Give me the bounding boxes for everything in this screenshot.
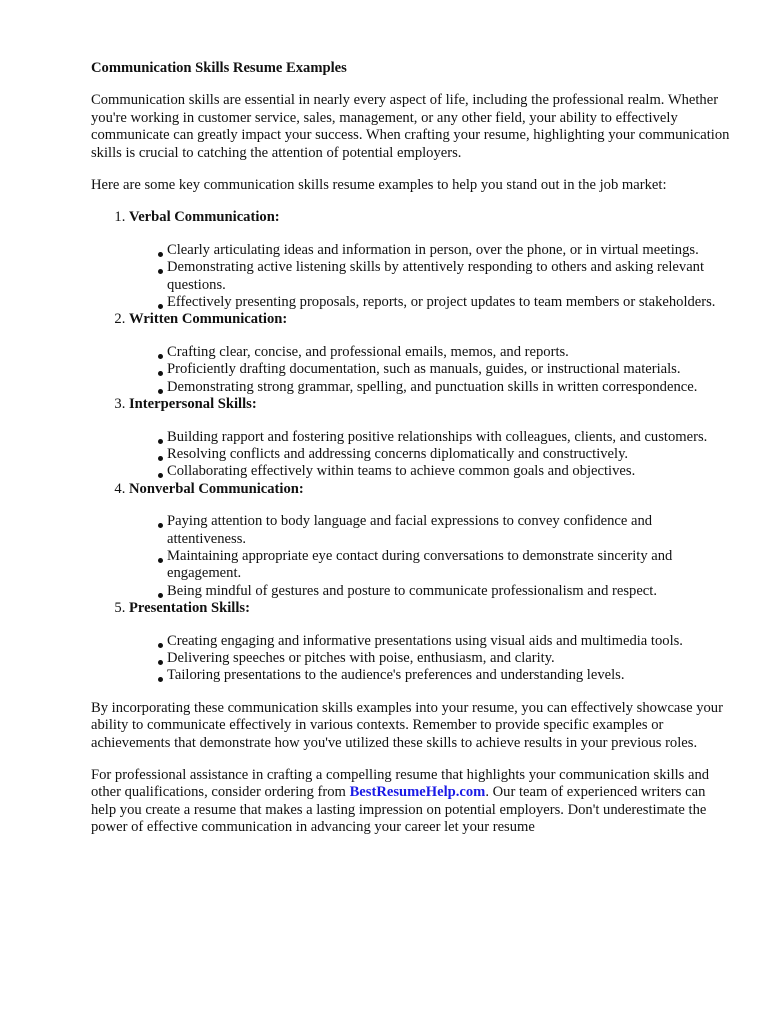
list-item: Delivering speeches or pitches with poise, enthusiasm, and clarity.	[167, 650, 731, 667]
cta-text-before: For professional assistance in crafting a compelling resume that highlights your communication skills and other qualifications, consider ordering from	[91, 767, 710, 801]
section-heading: 3. Interpersonal Skills:	[129, 396, 257, 413]
list-item: Building rapport and fostering positive relationships with colleagues, clients, and customers.	[167, 429, 731, 446]
bullet-list	[129, 429, 731, 481]
list-item: Effectively presenting proposals, reports, or project updates to team members or stakeholders.	[167, 294, 731, 311]
best-resume-help-link[interactable]: BestResumeHelp.com	[349, 784, 486, 801]
list-item: Demonstrating strong grammar, spelling, and punctuation skills in written correspondence.	[167, 379, 731, 396]
page-title: Communication Skills Resume Examples	[91, 60, 347, 76]
bullet-list	[129, 344, 731, 396]
list-item: Creating engaging and informative presentations using visual aids and multimedia tools.	[167, 633, 731, 650]
list-item: Resolving conflicts and addressing concerns diplomatically and constructively.	[167, 446, 731, 463]
cta-paragraph	[91, 767, 731, 837]
list-item: Demonstrating active listening skills by attentively responding to others and asking relevant questions.	[167, 259, 731, 294]
list-item: Collaborating effectively within teams to achieve common goals and objectives.	[167, 463, 731, 480]
cta-text-after: . Our team of experienced writers can help you create a resume that makes a lasting impression on potential employers. Don't underestimate the power of effective communication in advancing your career let your resume	[91, 784, 707, 836]
skill-section-verbal	[129, 209, 731, 311]
document-page	[91, 60, 731, 852]
bullet-list	[129, 513, 731, 600]
skill-section-interpersonal	[129, 396, 731, 481]
lead-in-paragraph: Here are some key communication skills resume examples to help you stand out in the job market:	[91, 177, 667, 194]
list-item: Being mindful of gestures and posture to communicate professionalism and respect.	[167, 583, 731, 600]
intro-paragraph: Communication skills are essential in nearly every aspect of life, including the professional realm. Whether you're working in customer service, sales, management, or any other field, your ability to effectively communicate can greatly impact your success. When crafting your resume, highlighting your communication skills is crucial to catching the attention of potential employers.	[91, 92, 730, 161]
list-item: Proficiently drafting documentation, such as manuals, guides, or instructional materials.	[167, 361, 731, 378]
list-item: Maintaining appropriate eye contact during conversations to demonstrate sincerity and engagement.	[167, 548, 731, 583]
skill-section-presentation	[129, 600, 731, 685]
section-heading: 5. Presentation Skills:	[129, 600, 250, 617]
section-heading: 1. Verbal Communication:	[129, 209, 280, 226]
closing-paragraph: By incorporating these communication skills examples into your resume, you can effectively showcase your ability to communicate effectively in various contexts. Remember to provide specific examples or achievements that demonstrate how you've utilized these skills to achieve results in your previous roles.	[91, 699, 723, 751]
list-item: Crafting clear, concise, and professional emails, memos, and reports.	[167, 344, 731, 361]
skill-section-written	[129, 311, 731, 396]
list-item: Tailoring presentations to the audience's preferences and understanding levels.	[167, 667, 731, 684]
bullet-list	[129, 633, 731, 685]
bullet-list	[129, 242, 731, 312]
section-heading: 4. Nonverbal Communication:	[129, 480, 304, 497]
section-heading: 2. Written Communication:	[129, 311, 288, 328]
list-item: Clearly articulating ideas and information in person, over the phone, or in virtual meetings.	[167, 242, 731, 259]
skills-list	[91, 209, 731, 684]
skill-section-nonverbal	[129, 481, 731, 600]
list-item: Paying attention to body language and facial expressions to convey confidence and attentiveness.	[167, 513, 731, 548]
